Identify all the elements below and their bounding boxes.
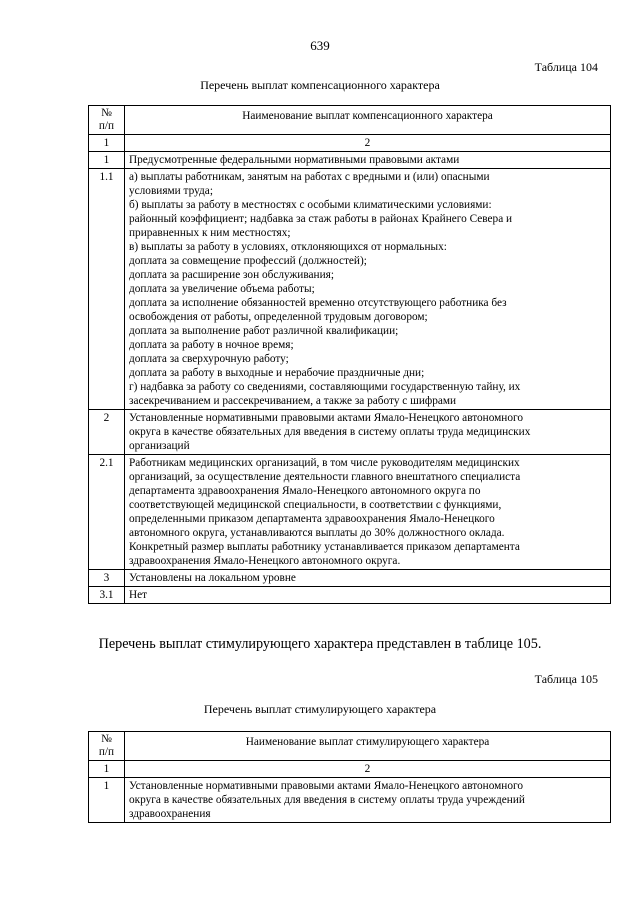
row-text-line: департамента здравоохранения Ямало-Ненецкого автономного округа по bbox=[129, 485, 481, 497]
row-text-cell bbox=[125, 587, 611, 604]
row-text-line: здравоохранения Ямало-Ненецкого автономного округа. bbox=[129, 555, 401, 567]
row-number-cell: 3.1 bbox=[89, 587, 125, 604]
row-number-cell: 1 bbox=[89, 152, 125, 169]
row-text-line: округа в качестве обязательных для введения в систему оплаты труда учреждений bbox=[129, 794, 525, 806]
row-text-line: доплата за исполнение обязанностей временно отсутствующего работника без bbox=[129, 297, 507, 309]
row-text-line: доплата за расширение зон обслуживания; bbox=[129, 269, 334, 281]
row-text-line: доплата за работу в ночное время; bbox=[129, 339, 294, 351]
table-104-title: Перечень выплат компенсационного характера bbox=[200, 78, 440, 92]
row-text-line: соответствующей медицинской специальности, в соответствии с функциями, bbox=[129, 499, 502, 511]
table-row bbox=[89, 570, 611, 587]
index-name-cell: 2 bbox=[125, 135, 611, 152]
table-row bbox=[89, 587, 611, 604]
row-text-line: округа в качестве обязательных для введения в систему оплаты труда медицинских bbox=[129, 426, 531, 438]
header-name-cell: Наименование выплат компенсационного характера bbox=[125, 106, 611, 135]
row-text-line: Установленные нормативными правовыми актами Ямало-Ненецкого автономного bbox=[129, 780, 524, 792]
header-name-cell: Наименование выплат стимулирующего характера bbox=[125, 732, 611, 761]
table-index-row bbox=[89, 761, 611, 778]
row-text-cell bbox=[125, 570, 611, 587]
row-text-line: Работникам медицинских организаций, в том числе руководителям медицинских bbox=[129, 457, 520, 469]
header-num-line2: п/п bbox=[98, 746, 115, 758]
row-number-cell: 3 bbox=[89, 570, 125, 587]
table-header-row bbox=[89, 732, 611, 761]
header-num-line1: № bbox=[101, 107, 112, 119]
index-name-cell: 2 bbox=[125, 761, 611, 778]
row-text-cell bbox=[125, 455, 611, 570]
row-text-line: доплата за увеличение объема работы; bbox=[129, 283, 315, 295]
row-text-line: Установленные нормативными правовыми актами Ямало-Ненецкого автономного bbox=[129, 412, 524, 424]
table-row bbox=[89, 410, 611, 455]
row-text-line: определенными приказом департамента здравоохранения Ямало-Ненецкого bbox=[129, 513, 495, 525]
row-text-cell bbox=[125, 410, 611, 455]
row-text-cell bbox=[125, 152, 611, 169]
table-row bbox=[89, 455, 611, 570]
header-num-cell bbox=[89, 732, 125, 761]
row-text-line: а) выплаты работникам, занятым на работах с вредными и (или) опасными bbox=[129, 171, 490, 183]
row-text-line: засекречиванием и рассекречиванием, а также за работу с шифрами bbox=[129, 395, 457, 407]
row-text-line: Предусмотренные федеральными нормативными правовыми актами bbox=[129, 154, 460, 166]
header-num-cell bbox=[89, 106, 125, 135]
row-text-line: доплата за совмещение профессий (должностей); bbox=[129, 255, 367, 267]
row-text-line: организаций bbox=[129, 440, 190, 452]
header-num-line1: № bbox=[101, 733, 112, 745]
row-text-line: Конкретный размер выплаты работнику устанавливается приказом департамента bbox=[129, 541, 520, 553]
row-text-line: в) выплаты за работу в условиях, отклоняющихся от нормальных: bbox=[129, 241, 447, 253]
page-number: 639 bbox=[310, 38, 330, 53]
index-num-cell: 1 bbox=[89, 761, 125, 778]
row-text-cell bbox=[125, 169, 611, 410]
table-header-row bbox=[89, 106, 611, 135]
row-text-line: автономного округа, устанавливаются выплаты до 30% должностного оклада. bbox=[129, 527, 505, 539]
row-text-line: организаций, за осуществление деятельности главного внештатного специалиста bbox=[129, 471, 521, 483]
row-text-line: здравоохранения bbox=[129, 808, 211, 820]
table-105 bbox=[88, 731, 611, 823]
table-105-title: Перечень выплат стимулирующего характера bbox=[203, 702, 437, 716]
table-index-row bbox=[89, 135, 611, 152]
table-104-label: Таблица 104 bbox=[534, 60, 598, 74]
header-num-line2: п/п bbox=[98, 120, 115, 132]
row-text-cell bbox=[125, 778, 611, 823]
row-text-line: Нет bbox=[129, 589, 148, 601]
row-text-line: приравненных к ним местностях; bbox=[129, 227, 291, 239]
row-text-line: б) выплаты за работу в местностях с особыми климатическими условиями: bbox=[129, 199, 492, 211]
table-105-label: Таблица 105 bbox=[534, 672, 598, 686]
intro-paragraph: Перечень выплат стимулирующего характера представлен в таблице 105. bbox=[98, 636, 542, 652]
table-row bbox=[89, 152, 611, 169]
row-text-line: доплата за выполнение работ различной квалификации; bbox=[129, 325, 399, 337]
row-text-line: г) надбавка за работу со сведениями, составляющими государственную тайну, их bbox=[129, 381, 521, 393]
row-text-line: Установлены на локальном уровне bbox=[129, 572, 296, 584]
row-text-line: условиями труда; bbox=[129, 185, 213, 197]
table-row bbox=[89, 778, 611, 823]
table-row bbox=[89, 169, 611, 410]
index-num-cell: 1 bbox=[89, 135, 125, 152]
row-number-cell: 1.1 bbox=[89, 169, 125, 410]
row-text-line: районный коэффициент; надбавка за стаж работы в районах Крайнего Севера и bbox=[129, 213, 513, 225]
row-number-cell: 2 bbox=[89, 410, 125, 455]
table-104 bbox=[88, 105, 611, 604]
row-text-line: доплата за сверхурочную работу; bbox=[129, 353, 289, 365]
row-text-line: доплата за работу в выходные и нерабочие праздничные дни; bbox=[129, 367, 425, 379]
row-number-cell: 1 bbox=[89, 778, 125, 823]
row-text-line: освобождения от работы, определенной трудовым договором; bbox=[129, 311, 428, 323]
row-number-cell: 2.1 bbox=[89, 455, 125, 570]
